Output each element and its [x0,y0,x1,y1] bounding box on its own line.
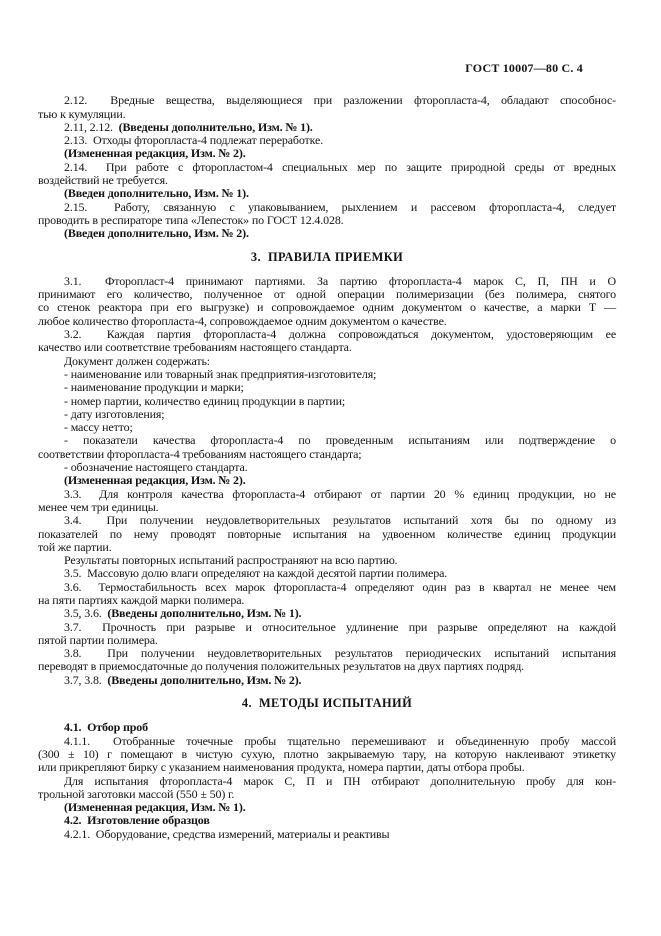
bold-text-run: 4.2. Изготовление образцов [64,813,210,828]
page-header: ГОСТ 10007—80 С. 4 [465,61,583,75]
text-line [38,275,616,288]
paragraph [38,474,616,487]
text-run: Документ должен содержать: [64,353,210,368]
text-line [38,288,616,301]
bold-text-run: (Введен дополнительно, Изм. № 1). [64,186,249,201]
text-line [38,381,616,394]
text-line [38,121,616,134]
text-run: со стенок реактора при его выгрузке) и сопровождаемое одним документом о качестве, а марки Т — [38,300,616,315]
text-run: проводить в респираторе типа «Лепесток» по ГОСТ 12.4.028. [38,212,344,227]
text-run: 3.8. При получении неудовлетворительных результатов периодических испытаний испытания [64,646,616,661]
text-run: принимают его количество, полученное от одной операции полимеризации (без полимера, снятого [38,287,616,302]
text-line [38,108,616,121]
paragraph [38,355,616,368]
text-line [38,328,616,341]
text-line [38,761,616,774]
text-line [38,408,616,421]
paragraph [38,567,616,580]
paragraph [38,147,616,160]
text-line [38,488,616,501]
text-line [38,474,616,487]
text-run: на пяти партиях каждой марки полимера. [38,592,245,607]
text-run: Для испытания фторопласта-4 марок С, П и ПН отбирают дополнительную пробу для кон- [64,773,616,788]
paragraph [38,514,616,554]
paragraph [38,554,616,567]
text-run: - номер партии, количество единиц продукции в партии; [64,393,346,408]
text-run: - наименование или товарный знак предприятия-изготовителя; [64,366,377,381]
text-line [38,227,616,240]
paragraph [38,275,616,328]
text-run: качество или соответствие требованиям настоящего стандарта. [38,340,352,355]
text-run: той же партии. [38,539,112,554]
text-line [38,147,616,160]
text-run: трольной заготовки массой (550 ± 50) г. [38,786,235,801]
text-line [38,607,616,620]
text-run: любое количество фторопласта-4, сопровождаемое одним документом о качестве. [38,313,447,328]
text-line [38,395,616,408]
text-run: пятой партии полимера. [38,632,158,647]
paragraph [38,607,616,620]
bold-text-run: (Введены дополнительно, Изм. № 2). [107,672,302,687]
text-line [38,721,616,734]
text-run: 2.12. Вредные вещества, выделяющиеся при разложении фторопласта-4, обладают способнос- [64,93,616,108]
paragraph [38,201,616,228]
text-line [38,94,616,107]
text-run: 2.14. При работе с фторопластом-4 специальных мер по защите природной среды от вредных [64,159,616,174]
text-line [38,201,616,214]
text-run: 4.2.1. Оборудование, средства измерений, материалы и реактивы [64,826,390,841]
text-line [38,448,616,461]
paragraph [38,814,616,827]
paragraph [38,647,616,674]
paragraph [38,187,616,200]
text-line [38,775,616,788]
text-run: воздействий не требуется. [38,173,168,188]
bold-text-run: (Измененная редакция, Изм. № 2). [64,473,246,488]
text-line [38,801,616,814]
text-line [38,567,616,580]
text-line [38,174,616,187]
text-run: тью к кумуляции. [38,106,126,121]
paragraph [38,408,616,421]
text-line [38,814,616,827]
paragraph [38,735,616,775]
text-run: 2.11, 2.12. [64,119,119,134]
paragraph [38,721,616,734]
section-heading: 4. МЕТОДЫ ИСПЫТАНИЙ [241,696,413,711]
paragraph [38,94,616,121]
bold-text-run: (Измененная редакция, Изм. № 2). [64,146,246,161]
text-line [38,660,616,673]
paragraph [38,328,616,355]
text-line [38,647,616,660]
text-line [38,187,616,200]
bold-text-run: (Измененная редакция, Изм. № 1). [64,800,246,815]
text-line [38,634,616,647]
text-run: менее чем три единицы. [38,499,159,514]
text-run: 3.6. Термостабильность всех марок фторопласта-4 определяют один раз в квартал не менее чем [64,579,616,594]
text-run: Результаты повторных испытаний распространяют на всю партию. [64,553,398,568]
text-line [38,434,616,447]
text-run: 3.7, 3.8. [64,672,108,687]
bold-text-run: 4.1. Отбор проб [64,720,148,735]
paragraph [38,227,616,240]
text-run: 3.3. Для контроля качества фторопласта-4 отбирают от партии 20 % единиц продукции, но не [64,486,616,501]
paragraph [38,461,616,474]
text-line [38,735,616,748]
text-run: - обозначение настоящего стандарта. [64,460,248,475]
paragraph [38,121,616,134]
paragraph [38,395,616,408]
paragraph [38,801,616,814]
document-body [0,94,661,841]
text-run: - дату изготовления; [64,406,165,421]
text-line [38,828,616,841]
text-run: - показатели качества фторопласта-4 по проведенным испытаниям или подтверждение о [64,433,616,448]
text-line [38,674,616,687]
bold-text-run: (Введены дополнительно, Изм. № 1). [118,119,313,134]
text-run: 4.1.1. Отобранные точечные пробы тщательно перемешивают и объединенную пробу массой [64,733,616,748]
paragraph [38,421,616,434]
text-run: 3.5, 3.6. [64,606,108,621]
text-line [38,621,616,634]
text-run: 2.15. Работу, связанную с упаковыванием, рыхлением и рассевом фторопласта-4, следует [64,199,616,214]
paragraph [38,775,616,802]
text-line [38,528,616,541]
text-run: 3.2. Каждая партия фторопласта-4 должна сопровождаться документом, удостоверяющим ее [64,327,616,342]
text-line [38,514,616,527]
paragraph [38,434,616,461]
text-line [38,341,616,354]
text-line [38,461,616,474]
paragraph [38,134,616,147]
text-line [38,355,616,368]
paragraph [38,828,616,841]
text-run: соответствии фторопласта-4 требованиям настоящего стандарта; [38,446,362,461]
paragraph [38,581,616,608]
text-line [38,161,616,174]
text-run: 3.5. Массовую долю влаги определяют на каждой десятой партии полимера. [64,566,448,581]
text-line [38,315,616,328]
paragraph [38,161,616,188]
paragraph [38,381,616,394]
text-line [38,134,616,147]
text-run: (300 ± 10) г помещают в чистую сухую, плотно закрываемую тару, на которую наклеивают этикетку [38,746,616,761]
text-run: переводят в приемосдаточные до получения положительных результатов на двух партиях подряд. [38,659,525,674]
text-run: показателей по нему проводят повторные испытания на удвоенном количестве единиц продукции [38,526,616,541]
text-line [38,748,616,761]
section-heading: 3. ПРАВИЛА ПРИЕМКИ [250,249,404,264]
text-line [38,541,616,554]
text-line [38,788,616,801]
text-line [38,554,616,567]
text-run: - наименование продукции и марки; [64,380,244,395]
text-line [38,301,616,314]
text-run: - массу нетто; [64,420,133,435]
bold-text-run: (Введен дополнительно, Изм. № 2). [64,226,249,241]
text-line [38,421,616,434]
text-run: или прикрепляют бирку с указанием наименования продукта, номера партии, даты отбора пробы. [38,760,525,775]
text-line [38,581,616,594]
paragraph [38,621,616,648]
text-line [38,594,616,607]
text-run: 3.7. Прочность при разрыве и относительное удлинение при разрыве определяют на каждой [64,619,616,634]
paragraph [38,368,616,381]
text-line [38,214,616,227]
paragraph [38,674,616,687]
bold-text-run: (Введены дополнительно, Изм. № 1). [107,606,302,621]
paragraph [38,488,616,515]
text-run: 3.4. При получении неудовлетворительных результатов испытаний хотя бы по одному из [64,513,616,528]
text-line [38,368,616,381]
text-line [38,501,616,514]
text-run: 3.1. Фторопласт-4 принимают партиями. За партию фторопласта-4 марок С, П, ПН и О [64,273,616,288]
text-run: 2.13. Отходы фторопласта-4 подлежат переработке. [64,133,324,148]
